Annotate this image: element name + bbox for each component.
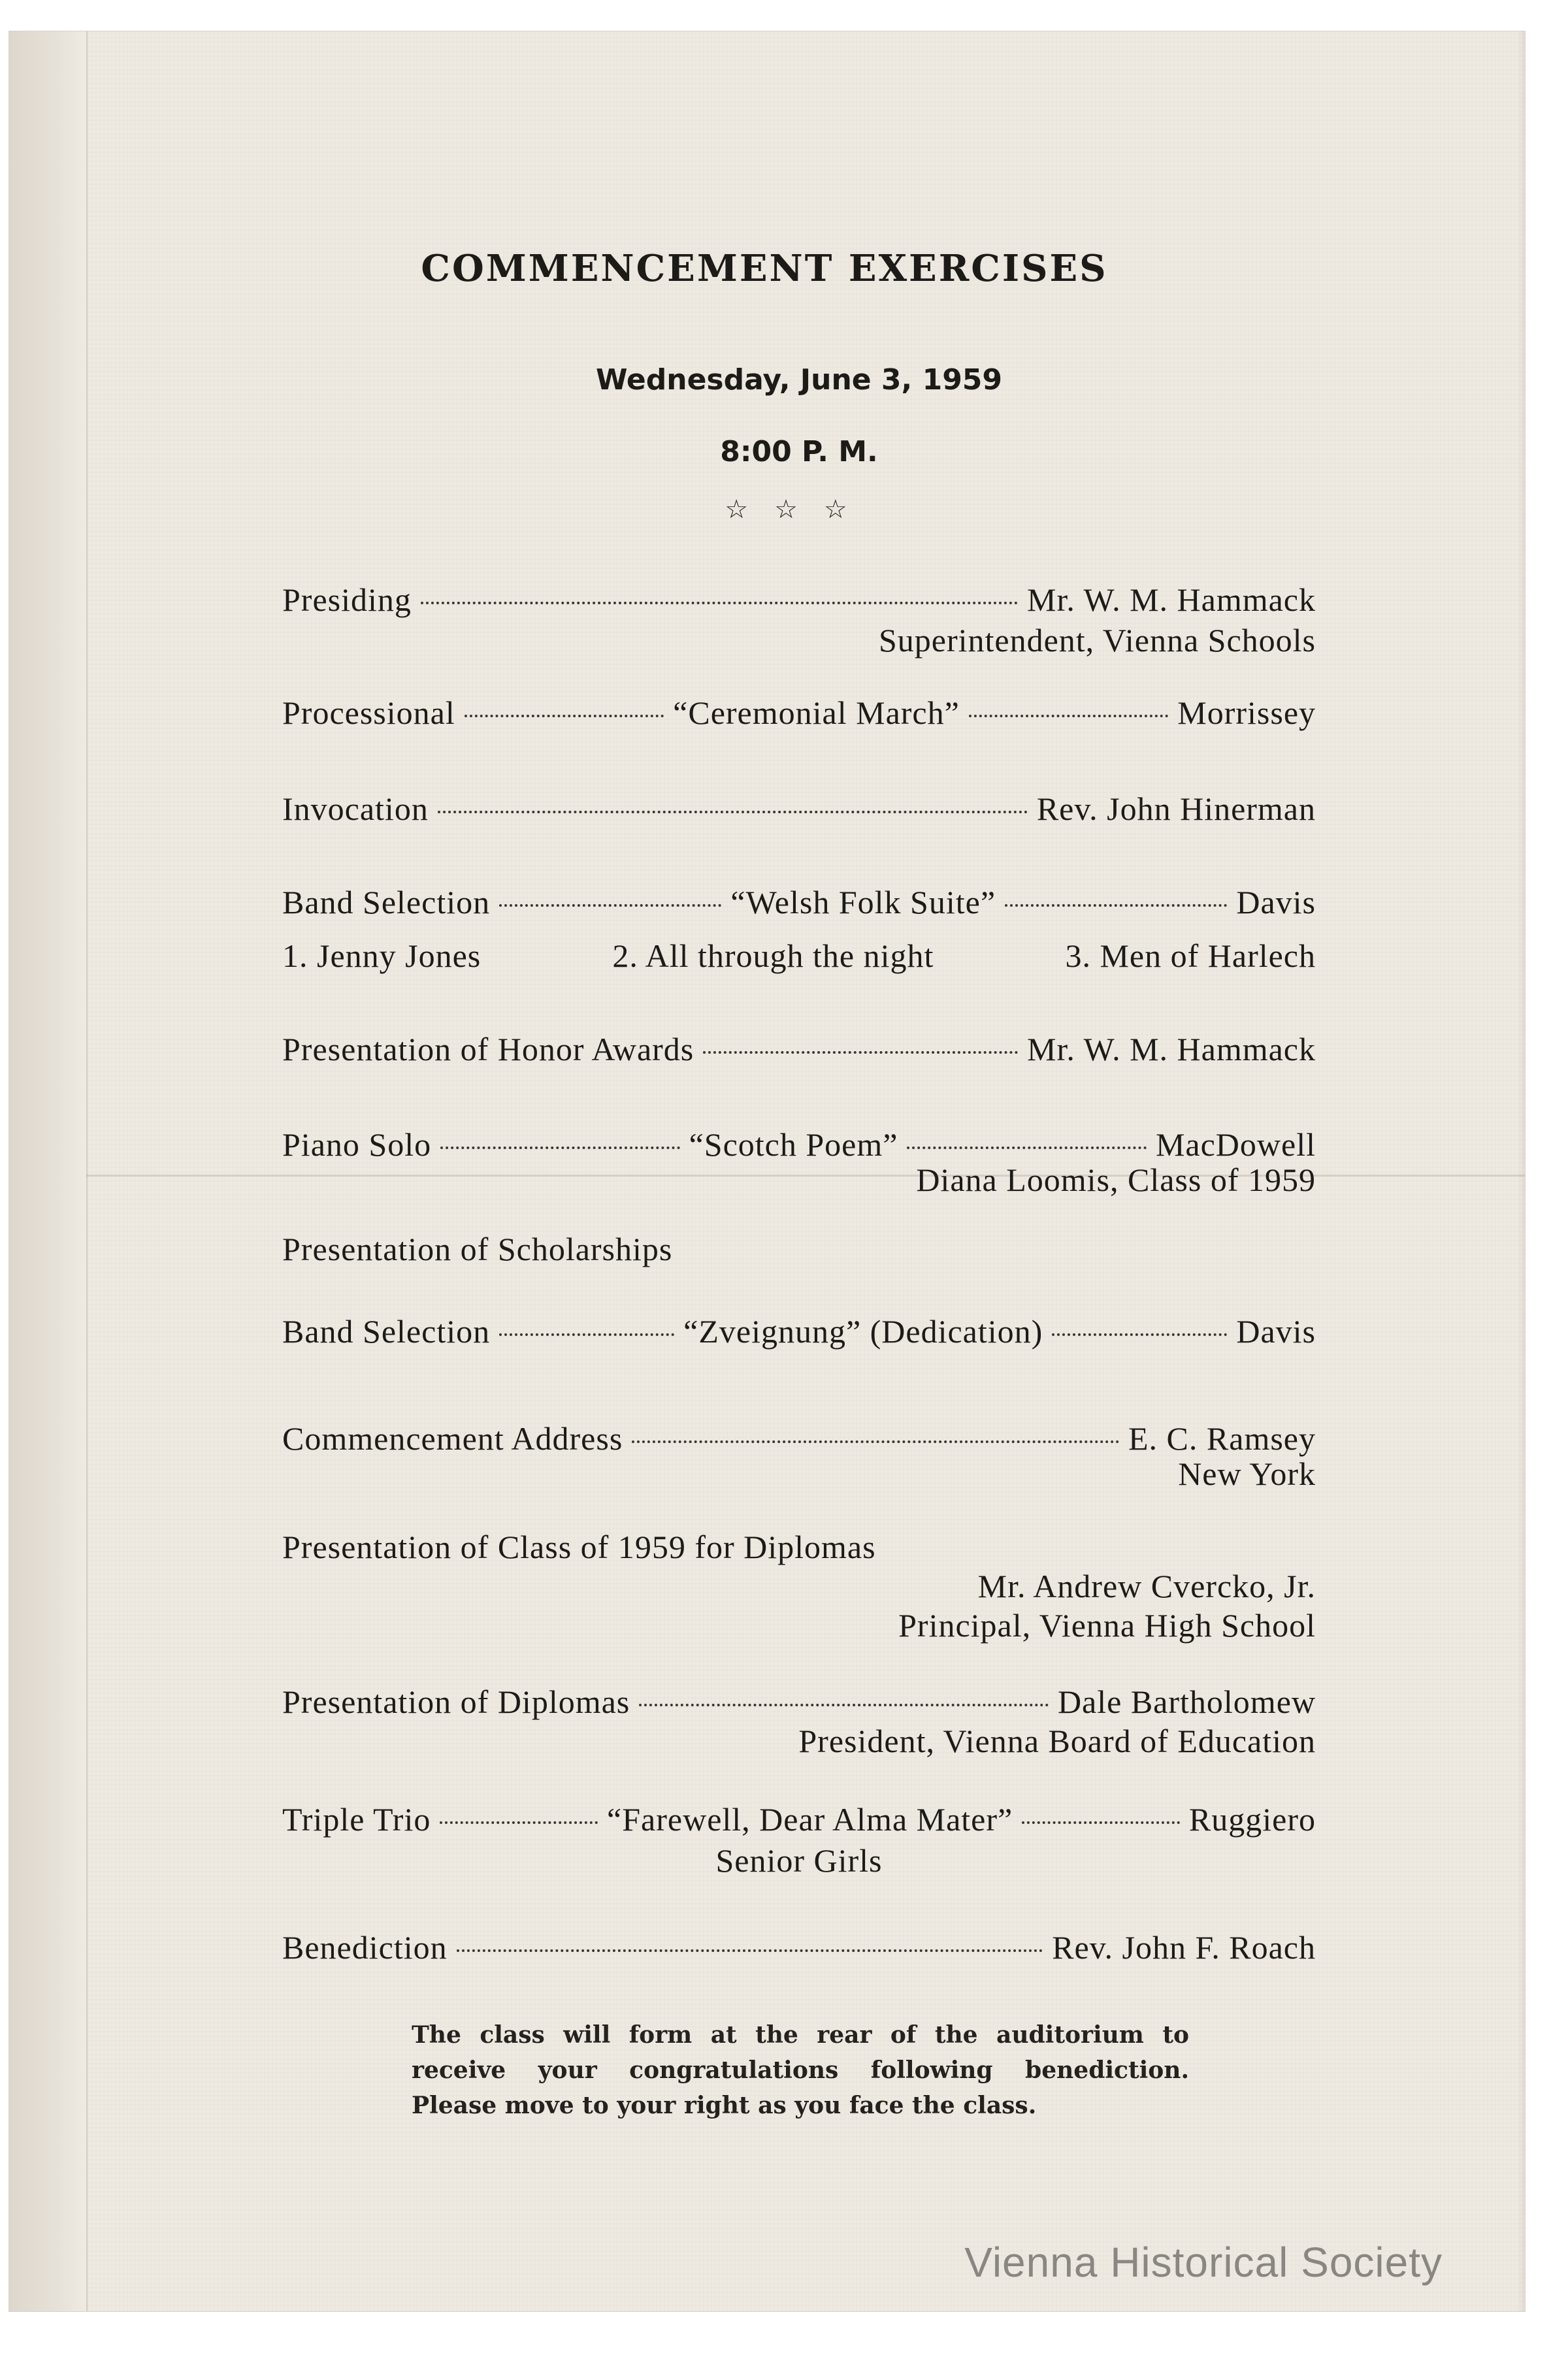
- program-item-class-presentation: Presentation of Class of 1959 for Diplomas: [282, 1529, 876, 1565]
- item-subtitle: Superintendent, Vienna Schools: [878, 622, 1316, 658]
- item-subtitle: Diana Loomis, Class of 1959: [916, 1162, 1316, 1198]
- item-composer: Morrissey: [1177, 694, 1316, 731]
- item-title: “Farewell, Dear Alma Mater”: [607, 1801, 1013, 1838]
- page-edge-shadow: [1517, 31, 1525, 2311]
- dot-leader: [1005, 904, 1227, 907]
- dot-leader: [969, 715, 1168, 717]
- program-page: [9, 31, 1525, 2311]
- item-label: Presentation of Diplomas: [282, 1683, 630, 1720]
- dot-leader: [440, 1146, 680, 1149]
- program-item-benediction: [282, 1928, 1316, 1967]
- item-composer: MacDowell: [1155, 1126, 1316, 1163]
- dot-leader: [639, 1704, 1049, 1706]
- program-item-triple-trio: [282, 1800, 1316, 1839]
- dot-leader: [440, 1821, 598, 1824]
- event-time: 8:00 P. M.: [720, 435, 878, 468]
- dot-leader: [499, 904, 721, 907]
- star-ornament-icon: ☆☆☆: [725, 495, 874, 524]
- program-item-diplomas: [282, 1682, 1316, 1721]
- closing-note-line: The class will form at the rear of the auditorium to: [412, 2021, 1189, 2049]
- item-label: Band Selection: [282, 884, 491, 920]
- item-label: Commencement Address: [282, 1420, 623, 1457]
- dot-leader: [1052, 1333, 1227, 1336]
- item-title: “Scotch Poem”: [689, 1126, 898, 1163]
- item-title: “Zveignung” (Dedication): [683, 1313, 1043, 1350]
- dot-leader: [457, 1949, 1043, 1952]
- page-spine: [9, 31, 88, 2311]
- item-value: Dale Bartholomew: [1057, 1683, 1316, 1720]
- item-composer: Davis: [1236, 1313, 1316, 1350]
- dot-leader: [703, 1051, 1018, 1054]
- item-label: Triple Trio: [282, 1801, 431, 1838]
- dot-leader: [1022, 1821, 1180, 1824]
- dot-leader: [907, 1146, 1147, 1149]
- page-title: COMMENCEMENT EXERCISES: [421, 247, 1108, 290]
- dot-leader: [632, 1440, 1119, 1443]
- program-item-commencement-address: [282, 1419, 1316, 1458]
- item-subtitle: President, Vienna Board of Education: [798, 1723, 1316, 1759]
- program-item-honor-awards: [282, 1030, 1316, 1069]
- movement-item: 2. All through the night: [612, 937, 934, 974]
- watermark: Vienna Historical Society: [964, 2239, 1443, 2286]
- item-subtitle: Senior Girls: [715, 1842, 883, 1879]
- item-value: Mr. W. M. Hammack: [1027, 581, 1316, 618]
- program-item-processional: [282, 693, 1316, 732]
- movement-list: [282, 936, 1316, 975]
- program-item-scholarships: Presentation of Scholarships: [282, 1231, 673, 1267]
- item-subtitle: New York: [1178, 1455, 1316, 1492]
- program-item-band-selection-2: [282, 1312, 1316, 1351]
- item-title: “Ceremonial March”: [673, 694, 960, 731]
- event-date: Wednesday, June 3, 1959: [595, 363, 1003, 397]
- dot-leader: [438, 811, 1028, 813]
- program-item-band-selection-1: [282, 883, 1316, 922]
- closing-note: [412, 2017, 1189, 2123]
- item-title: “Welsh Folk Suite”: [730, 884, 996, 920]
- item-label: Invocation: [282, 790, 429, 827]
- item-subtitle: Mr. Andrew Cvercko, Jr.: [977, 1568, 1316, 1604]
- item-label: Processional: [282, 694, 455, 731]
- item-label: Benediction: [282, 1929, 448, 1966]
- item-label: Presentation of Honor Awards: [282, 1031, 694, 1067]
- closing-note-line: Please move to your right as you face the class.: [412, 2092, 1037, 2119]
- item-label: Presiding: [282, 581, 412, 618]
- item-subtitle: Principal, Vienna High School: [898, 1607, 1316, 1644]
- movement-item: 1. Jenny Jones: [282, 937, 482, 974]
- item-value: E. C. Ramsey: [1128, 1420, 1316, 1457]
- program-item-invocation: [282, 789, 1316, 828]
- closing-note-line: receive your congratulations following benediction.: [412, 2056, 1189, 2084]
- item-composer: Davis: [1236, 884, 1316, 920]
- item-value: Mr. W. M. Hammack: [1027, 1031, 1316, 1067]
- dot-leader: [465, 715, 664, 717]
- item-label: Piano Solo: [282, 1126, 432, 1163]
- program-item-presiding: [282, 580, 1316, 619]
- program-item-piano-solo: [282, 1125, 1316, 1164]
- item-label: Band Selection: [282, 1313, 491, 1350]
- dot-leader: [499, 1333, 674, 1336]
- dot-leader: [421, 602, 1018, 604]
- item-composer: Ruggiero: [1188, 1801, 1316, 1838]
- item-value: Rev. John Hinerman: [1036, 790, 1316, 827]
- item-value: Rev. John F. Roach: [1052, 1929, 1316, 1966]
- movement-item: 3. Men of Harlech: [1065, 937, 1316, 974]
